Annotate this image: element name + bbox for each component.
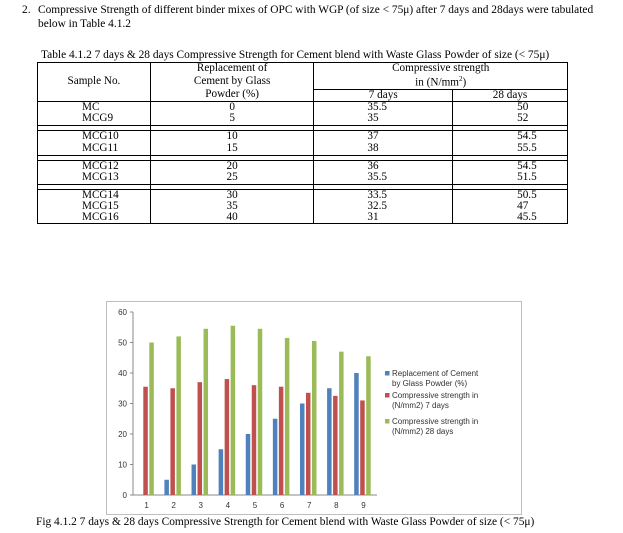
cell-sample: MCG15 xyxy=(38,201,151,212)
y-tick-label: 50 xyxy=(118,338,127,348)
legend-swatch xyxy=(385,393,390,398)
bar-2-7 xyxy=(306,393,311,495)
y-tick-label: 60 xyxy=(118,308,127,317)
bar-3-2 xyxy=(176,336,181,495)
cell-d7: 35.5 xyxy=(314,101,453,113)
cell-sample: MCG12 xyxy=(38,160,151,172)
bar-1-6 xyxy=(273,419,278,495)
bar-1-8 xyxy=(327,388,332,495)
bar-3-4 xyxy=(231,326,236,495)
cell-d28: 52 xyxy=(453,113,568,126)
bar-1-9 xyxy=(354,373,359,495)
table-row xyxy=(38,113,568,126)
legend-swatch xyxy=(385,371,390,376)
bar-1-5 xyxy=(246,434,251,495)
bar-1-7 xyxy=(300,404,305,496)
legend-label: (N/mm2) 28 days xyxy=(392,427,454,436)
x-tick-label: 9 xyxy=(361,501,366,510)
legend-label: by Glass Powder (%) xyxy=(392,379,468,388)
header-replacement-line3: Powder (%) xyxy=(150,89,314,101)
bar-1-2 xyxy=(164,480,169,495)
bar-3-7 xyxy=(312,341,317,495)
cell-d28: 54.5 xyxy=(453,160,568,172)
bar-2-4 xyxy=(225,379,230,495)
cell-d7: 38 xyxy=(314,142,453,155)
cell-d28: 50.5 xyxy=(453,190,568,202)
table-row xyxy=(38,212,568,224)
bar-2-1 xyxy=(143,387,148,495)
cell-replacement: 40 xyxy=(150,212,314,224)
bar-2-5 xyxy=(252,385,257,495)
cell-d7: 33.5 xyxy=(314,190,453,202)
bar-2-9 xyxy=(360,400,365,495)
table-row xyxy=(38,142,568,155)
header-replacement-line2: Cement by Glass xyxy=(150,74,314,89)
header-sample: Sample No. xyxy=(38,63,151,102)
cell-d28: 55.5 xyxy=(453,142,568,155)
bar-2-2 xyxy=(170,388,175,495)
cell-replacement: 35 xyxy=(150,201,314,212)
x-tick-label: 7 xyxy=(306,501,312,510)
bar-3-1 xyxy=(149,343,154,496)
cell-replacement: 10 xyxy=(150,131,314,143)
cell-replacement: 5 xyxy=(150,113,314,126)
cell-sample: MCG14 xyxy=(38,190,151,202)
bar-2-6 xyxy=(279,387,284,495)
legend-label: (N/mm2) 7 days xyxy=(392,401,449,410)
list-number: 2. xyxy=(22,4,31,16)
cell-replacement: 0 xyxy=(150,101,314,113)
cell-d7: 36 xyxy=(314,160,453,172)
cell-sample: MCG16 xyxy=(38,212,151,224)
y-tick-label: 0 xyxy=(122,491,127,500)
cell-replacement: 15 xyxy=(150,142,314,155)
intro-paragraph xyxy=(22,3,618,31)
legend-label: Compressive strength in xyxy=(392,391,479,400)
bar-3-5 xyxy=(258,329,263,495)
bar-1-4 xyxy=(219,449,224,495)
strength-table xyxy=(37,62,568,224)
cell-d7: 37 xyxy=(314,131,453,143)
cell-d28: 47 xyxy=(453,201,568,212)
cell-sample: MCG10 xyxy=(38,131,151,143)
figure-caption: Fig 4.1.2 7 days & 28 days Compressive Strength for Cement blend with Waste Glass Powder of size (< 75μ) xyxy=(36,516,535,528)
x-tick-label: 1 xyxy=(144,501,149,510)
cell-replacement: 20 xyxy=(150,160,314,172)
y-tick-label: 10 xyxy=(118,460,127,470)
x-tick-label: 3 xyxy=(198,501,204,510)
bar-2-3 xyxy=(198,382,203,495)
cell-sample: MCG13 xyxy=(38,172,151,185)
bar-1-3 xyxy=(192,465,197,496)
x-tick-label: 8 xyxy=(334,501,339,510)
table-row xyxy=(38,131,568,143)
header-7days: 7 days xyxy=(314,89,453,101)
strength-chart xyxy=(106,301,522,515)
cell-d7: 35.5 xyxy=(314,172,453,185)
bar-3-6 xyxy=(285,338,290,495)
bar-3-3 xyxy=(204,329,209,495)
header-strength-line1: Compressive strength xyxy=(314,63,568,75)
header-28days: 28 days xyxy=(453,89,568,101)
chart-svg xyxy=(107,302,521,514)
cell-d28: 50 xyxy=(453,101,568,113)
cell-d28: 51.5 xyxy=(453,172,568,185)
y-tick-label: 30 xyxy=(118,399,127,409)
bar-2-8 xyxy=(333,396,338,495)
legend-label: Replacement of Cement xyxy=(392,369,479,378)
cell-d28: 54.5 xyxy=(453,131,568,143)
cell-replacement: 25 xyxy=(150,172,314,185)
header-replacement-line1: Replacement of xyxy=(150,63,314,75)
bar-3-8 xyxy=(339,352,344,495)
cell-sample: MCG11 xyxy=(38,142,151,155)
table-row xyxy=(38,160,568,172)
cell-sample: MCG9 xyxy=(38,113,151,126)
cell-d7: 31 xyxy=(314,212,453,224)
x-tick-label: 2 xyxy=(171,501,176,510)
cell-sample: MC xyxy=(38,101,151,113)
table-row xyxy=(38,172,568,185)
cell-d7: 35 xyxy=(314,113,453,126)
y-tick-label: 40 xyxy=(118,369,127,378)
legend-swatch xyxy=(385,419,390,424)
header-strength-line2: in $(N/mm^2)$ xyxy=(314,74,568,89)
cell-d7: 32.5 xyxy=(314,201,453,212)
bar-3-9 xyxy=(366,356,371,495)
cell-d28: 45.5 xyxy=(453,212,568,224)
y-tick-label: 20 xyxy=(118,430,127,439)
x-tick-label: 4 xyxy=(225,501,231,510)
x-tick-label: 6 xyxy=(279,501,285,510)
cell-replacement: 30 xyxy=(150,190,314,202)
table-caption: Table 4.1.2 7 days & 28 days Compressive Strength for Cement blend with Waste Glass Powder of size (< 75μ) xyxy=(41,49,550,61)
x-tick-label: 5 xyxy=(252,501,258,510)
legend-label: Compressive strength in xyxy=(392,417,479,426)
intro-text: Compressive Strength of different binder mixes of OPC with WGP (of size < 75μ) after 7 days and 28days were tabulated below in Table 4.1.2 xyxy=(38,4,594,30)
table-row xyxy=(38,101,568,113)
